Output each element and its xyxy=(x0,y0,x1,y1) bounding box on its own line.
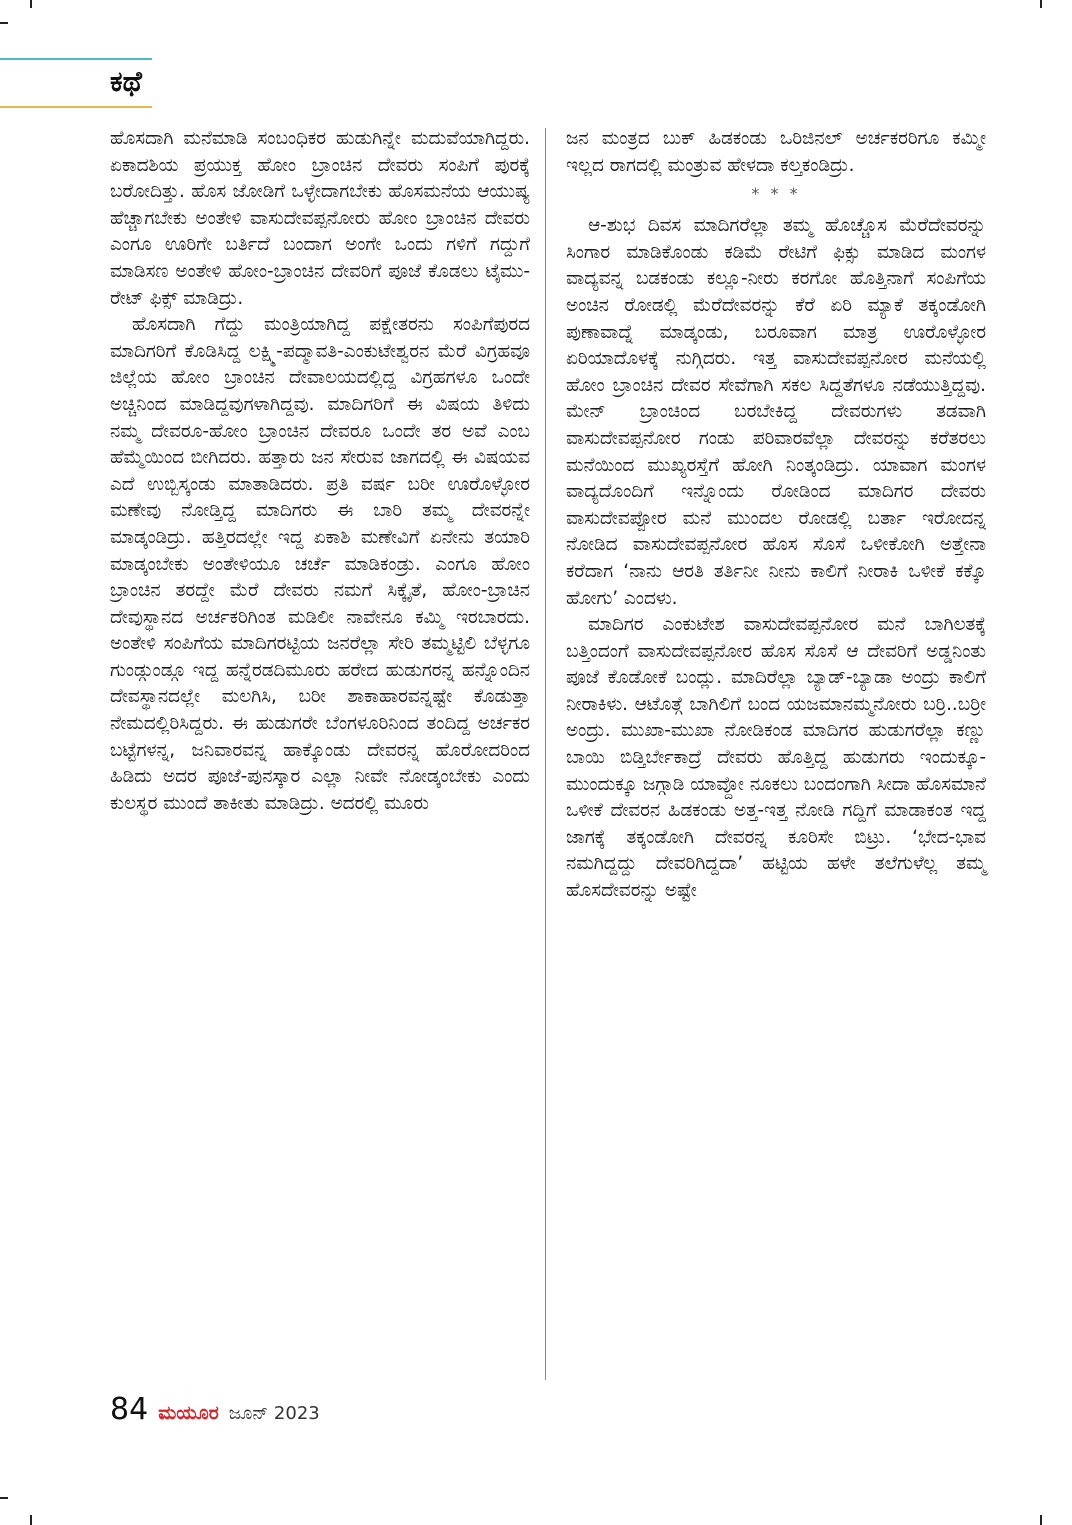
paragraph: ಹೊಸದಾಗಿ ಗೆದ್ದು ಮಂತ್ರಿಯಾಗಿದ್ದ ಪಕ್ಷೇತರನು ಸಂಪಿಗೆಪುರದ ಮಾದಿಗರಿಗೆ ಕೊಡಿಸಿದ್ದ ಲಕ್ಷ್ಮಿ-ಪದ್ಮಾವತಿ-ಎಂಕುಟೇಶ್ವರನ ಮೆರೆ ವಿಗ್ರಹವೂ ಜಿಲ್ಲೆಯ ಹೋಂ ಬ್ರಾಂಚಿನ ದೇವಾಲಯದಲ್ಲಿದ್ದ ವಿಗ್ರಹಗಳೂ ಒಂದೇ ಅಚ್ಚಿನಿಂದ ಮಾಡಿದ್ದವುಗಳಾಗಿದ್ದವು. ಮಾದಿಗರಿಗೆ ಈ ವಿಷಯ ತಿಳಿದು ನಮ್ಮ ದೇವರೂ-ಹೋಂ ಬ್ರಾಂಚಿನ ದೇವರೂ ಒಂದೇ ತರ ಅವೆ ಎಂಬ ಹೆಮ್ಮೆಯಿಂದ ಬೀಗಿದರು. ಹತ್ತಾರು ಜನ ಸೇರುವ ಜಾಗದಲ್ಲಿ ಈ ವಿಷಯವ ಎದೆ ಉಬ್ಬಿಸ್ಕಂಡು ಮಾತಾಡಿದರು. ಪ್ರತಿ ವರ್ಷ ಬರೀ ಊರೊಳ್ಳೋರ ಮಣೇವು ನೋಡ್ತಿದ್ದ ಮಾದಿಗರು ಈ ಬಾರಿ ತಮ್ಮ ದೇವರನ್ನೇ ಮಾಡ್ಕಂಡಿದ್ರು. ಹತ್ತಿರದಲ್ಲೇ ಇದ್ದ ಏಕಾಶಿ ಮಣೇವಿಗೆ ಏನೇನು ತಯಾರಿ ಮಾಡ್ಕಂಬೇಕು ಅಂತೇಳಿಯೂ ಚರ್ಚೆ ಮಾಡಿಕಂಡ್ರು. ಎಂಗೂ ಹೋಂ ಬ್ರಾಂಚಿನ ತರದ್ದೇ ಮೆರೆ ದೇವರು ನಮಗೆ ಸಿಕ್ಕೈತೆ, ಹೋಂ-ಬ್ರಾಚಿನ ದೇವುಸ್ಥಾನದ ಅರ್ಚಕರಿಗಿಂತ ಮಡಿಲೀ ನಾವೇನೂ ಕಮ್ಮಿ ಇರಬಾರದು. ಅಂತೇಳಿ ಸಂಪಿಗೆಯ ಮಾದಿಗರಟ್ಟಿಯ ಜನರೆಲ್ಲಾ ಸೇರಿ ತಮ್ಮಟ್ಟಿಲಿ ಬೆಳ್ಳಗೂ ಗುಂಡ್ಗುಂಡ್ಗೂ ಇದ್ದ ಹನ್ನೆರಡದಿಮೂರು ಹರೇದ ಹುಡುಗರನ್ನ ಹನ್ನೊಂದಿನ ದೇವಸ್ಥಾನದಲ್ಲೇ ಮಲಗಿಸಿ, ಬರೀ ಶಾಕಾಹಾರವನ್ನಷ್ಟೇ ಕೊಡುತ್ತಾ ನೇಮದಲ್ಲಿರಿಸಿದ್ದರು. ಈ ಹುಡುಗರೇ ಬೆಂಗಳೂರಿನಿಂದ ತಂದಿದ್ದ ಅರ್ಚಕರ ಬಟ್ಟೆಗಳನ್ನ, ಜನಿವಾರವನ್ನ ಹಾಕ್ಕೊಂಡು ದೇವರನ್ನ ಹೊರೋದರಿಂದ ಹಿಡಿದು ಅದರ ಪೂಜೆ-ಪುನಸ್ಕಾರ ಎಲ್ಲಾ ನೀವೇ ನೋಡ್ಕಂಬೇಕು ಎಂದು ಕುಲಸ್ಥರ ಮುಂದೆ ತಾಕೀತು ಮಾಡಿದ್ರು. ಅದರಲ್ಲಿ ಮೂರು xyxy=(110,314,530,814)
section-break: * * * xyxy=(751,184,801,204)
page-number: 84 xyxy=(110,1392,149,1427)
column-divider xyxy=(545,128,546,1380)
paragraph: ಜನ ಮಂತ್ರದ ಬುಕ್ ಹಿಡಕಂಡು ಒರಿಜಿನಲ್ ಅರ್ಚಕರರಿಗೂ ಕಮ್ಮೀ ಇಲ್ಲದ ರಾಗದಲ್ಲಿ ಮಂತ್ರುವ ಹೇಳದಾ ಕಲ್ತಕಂಡಿದ್ರು. xyxy=(566,128,986,176)
crop-mark xyxy=(30,0,32,8)
section-rule-top xyxy=(0,58,152,60)
magazine-logo: ಮಯೂರ xyxy=(158,1402,219,1424)
paragraph: ಆ-ಶುಭ ದಿವಸ ಮಾದಿಗರೆಲ್ಲಾ ತಮ್ಮ ಹೊಚ್ಚೊಸ ಮೆರೆದೇವರನ್ನು ಸಿಂಗಾರ ಮಾಡಿಕೊಂಡು ಕಡಿಮೆ ರೇಟಿಗೆ ಫಿಕ್ಸು ಮಾಡಿದ ಮಂಗಳ ವಾದ್ಯವನ್ನ ಬಡಕಂಡು ಕಲ್ಲೂ-ನೀರು ಕರಗೋ ಹೊತ್ತಿನಾಗೆ ಸಂಪಿಗೆಯ ಅಂಚಿನ ರೋಡಲ್ಲಿ ಮೆರೆದೇವರನ್ನು ಕೆರೆ ಏರಿ ಮ್ಯಾಕೆ ತಕ್ಕಂಡೋಗಿ ಪುಣಾವಾದ್ನೆ ಮಾಡ್ಕಂಡು, ಬರೂವಾಗ ಮಾತ್ರ ಊರೊಳ್ಳೋರ ಏರಿಯಾದೊಳಕ್ಕೆ ನುಗ್ಗಿದರು. ಇತ್ತ ವಾಸುದೇವಪ್ಪನೋರ ಮನೆಯಲ್ಲಿ ಹೋಂ ಬ್ರಾಂಚಿನ ದೇವರ ಸೇವೆಗಾಗಿ ಸಕಲ ಸಿದ್ದತೆಗಳೂ ನಡೆಯುತ್ತಿದ್ದವು. ಮೇನ್ ಬ್ರಾಂಚಿಂದ ಬರಬೇಕಿದ್ದ ದೇವರುಗಳು ತಡವಾಗಿ ವಾಸುದೇವಪ್ಪನೋರ ಗಂಡು ಪರಿವಾರವೆಲ್ಲಾ ದೇವರನ್ನು ಕರೆತರಲು ಮನೆಯಿಂದ ಮುಖ್ಯರಸ್ತೆಗೆ ಹೋಗಿ ನಿಂತ್ಕಂಡಿದ್ರು. ಯಾವಾಗ ಮಂಗಳ ವಾದ್ಯದೊಂದಿಗೆ ಇನ್ನೊಂದು ರೋಡಿಂದ ಮಾದಿಗರ ದೇವರು ವಾಸುದೇವಪ್ಪೋರ ಮನೆ ಮುಂದಲ ರೋಡಲ್ಲಿ ಬರ್ತಾ ಇರೋದನ್ನ ನೋಡಿದ ವಾಸುದೇವಪ್ಪನೋರ ಹೊಸ ಸೊಸೆ ಒಳೀಕೋಗಿ ಅತ್ತೇನಾ ಕರೆದಾಗ ‘ನಾನು ಆರತಿ ತರ್ತಿನೀ ನೀನು ಕಾಲಿಗೆ ನೀರಾಕಿ ಒಳೀಕೆ ಕಕ್ಕೊ ಹೋಗು’ ಎಂದಳು. xyxy=(566,215,986,609)
crop-mark xyxy=(30,1515,32,1525)
issue-date: ಜೂನ್ 2023 xyxy=(228,1403,320,1424)
article-column-right xyxy=(566,126,986,905)
crop-mark xyxy=(0,1497,8,1499)
article-column-left xyxy=(110,126,530,817)
crop-mark xyxy=(1040,0,1042,8)
crop-mark xyxy=(1040,1515,1042,1525)
section-label: ಕಥೆ xyxy=(110,65,142,98)
crop-mark xyxy=(0,22,8,24)
page-footer xyxy=(110,1392,320,1432)
paragraph: ಹೊಸದಾಗಿ ಮನೆಮಾಡಿ ಸಂಬಂಧಿಕರ ಹುಡುಗಿನ್ನೇ ಮದುವೆಯಾಗಿದ್ದರು. ಏಕಾದಶಿಯ ಪ್ರಯುಕ್ತ ಹೋಂ ಬ್ರಾಂಚಿನ ದೇವರು ಸಂಪಿಗೆ ಪುರಕ್ಕೆ ಬರೋದಿತ್ತು. ಹೊಸ ಜೋಡಿಗೆ ಒಳ್ಳೇದಾಗಬೇಕು ಹೊಸಮನೆಯ ಆಯುಷ್ಯ ಹೆಚ್ಚಾಗಬೇಕು ಅಂತೇಳಿ ವಾಸುದೇವಪ್ಪನೋರು ಹೋಂ ಬ್ರಾಂಚಿನ ದೇವರು ಎಂಗೂ ಊರಿಗೇ ಬರ್ತಿದೆ ಬಂದಾಗ ಅಂಗೇ ಒಂದು ಗಳಿಗೆ ಗದ್ದುಗೆ ಮಾಡಿಸಣ ಅಂತೇಳಿ ಹೋಂ-ಬ್ರಾಂಚಿನ ದೇವರಿಗೆ ಪೂಜೆ ಕೊಡಲು ಟೈಮು-ರೇಟ್ ಫಿಕ್ಸ್ ಮಾಡಿದ್ರು. xyxy=(110,128,530,309)
section-rule-bottom xyxy=(0,106,152,108)
paragraph: ಮಾದಿಗರ ಎಂಕುಟೇಶ ವಾಸುದೇವಪ್ಪನೋರ ಮನೆ ಬಾಗಿಲತಕ್ಕೆ ಬತ್ತಿಂದಂಗೆ ವಾಸುದೇವಪ್ಪನೋರ ಹೊಸ ಸೊಸೆ ಆ ದೇವರಿಗೆ ಅಡ್ಡನಿಂತು ಪೂಜೆ ಕೊಡೋಕೆ ಬಂದ್ಲು. ಮಾದಿರೆಲ್ಲಾ ಬ್ಯಾಡ್-ಬ್ಯಾಡಾ ಅಂದ್ರು ಕಾಲಿಗೆ ನೀರಾಕಿಳು. ಆಟೊತ್ಗೆ ಬಾಗಿಲಿಗೆ ಬಂದ ಯಜಮಾನಮ್ಮನೋರು ಬರ‍್ರಿ..ಬರ‍್ರೀ ಅಂದ್ರು. ಮುಖಾ-ಮುಖಾ ನೋಡಿಕಂಡ ಮಾದಿಗರ ಹುಡುಗರೆಲ್ಲಾ ಕಣ್ಣು ಬಾಯಿ ಬಿಡ್ತಿರ್ಬೇಕಾದ್ರೆ ದೇವರು ಹೊತ್ತಿದ್ದ ಹುಡುಗರು ಇಂದುಕ್ಕೂ-ಮುಂದುಕ್ಕೂ ಜಗ್ಗಾಡಿ ಯಾವ್ದೋ ನೂಕಲು ಬಂದಂಗಾಗಿ ಸೀದಾ ಹೊಸಮಾನೆ ಒಳೀಕೆ ದೇವರನ ಹಿಡಕಂಡು ಅತ್ತ-ಇತ್ತ ನೋಡಿ ಗದ್ದಿಗೆ ಮಾಡಾಕಂತ ಇದ್ದ ಜಾಗಕ್ಕೆ ತಕ್ಕಂಡೋಗಿ ದೇವರನ್ನ ಕೂರಿಸೇ ಬಿಟ್ರು. ‘ಭೇದ-ಭಾವ ನಮಗಿದ್ದದ್ದು ದೇವರಿಗಿದ್ದದಾ’ ಹಟ್ಟಿಯ ಹಳೇ ತಲೆಗುಳೆಲ್ಲ ತಮ್ಮ ಹೊಸದೇವರನ್ನು ಅಷ್ಟೇ xyxy=(566,614,986,902)
